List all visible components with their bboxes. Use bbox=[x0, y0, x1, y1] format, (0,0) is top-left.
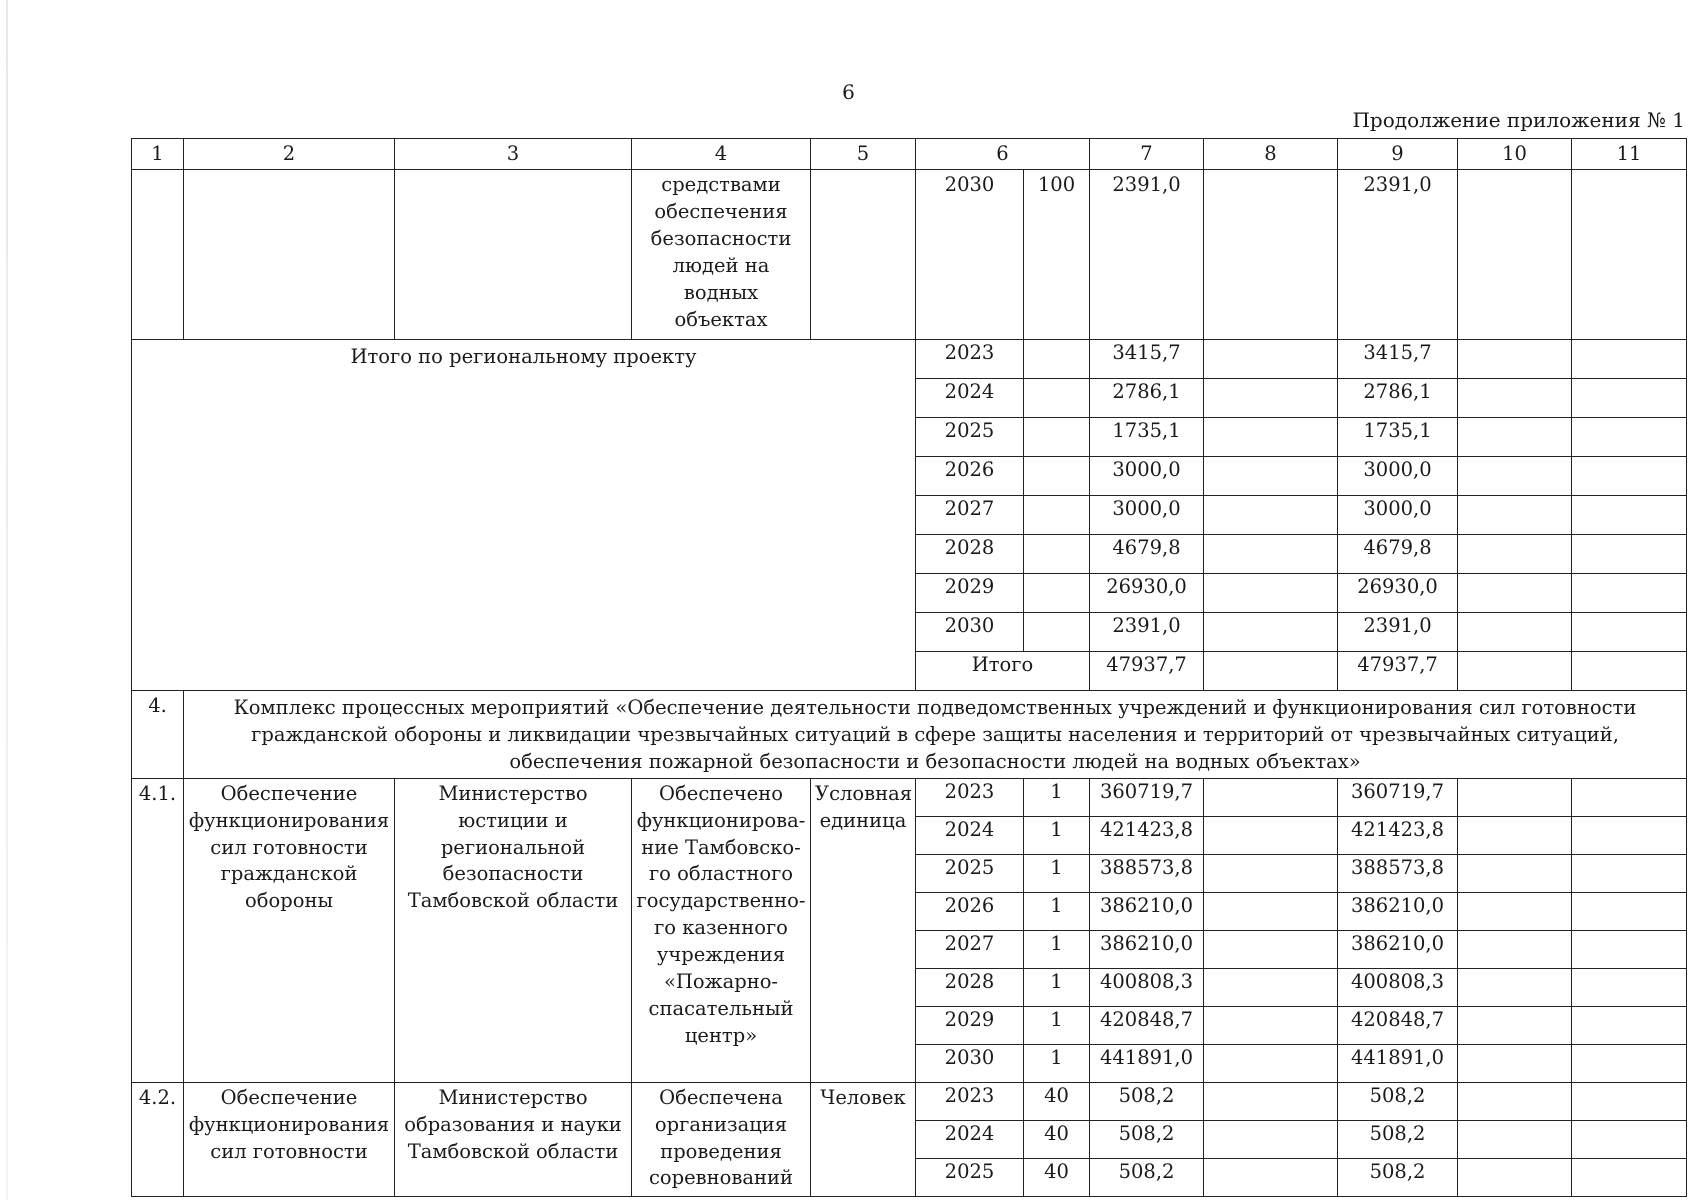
amount-cell: 2391,0 bbox=[1090, 170, 1204, 340]
amount-cell: 2391,0 bbox=[1338, 613, 1458, 652]
amount-cell: 508,2 bbox=[1090, 1158, 1204, 1196]
amount-cell: 388573,8 bbox=[1090, 854, 1204, 892]
amount-cell: 508,2 bbox=[1090, 1082, 1204, 1120]
amount-cell: 3000,0 bbox=[1338, 496, 1458, 535]
count-cell: 40 bbox=[1024, 1082, 1090, 1120]
amount-cell: 421423,8 bbox=[1090, 816, 1204, 854]
unit-of-measure: Человек bbox=[811, 1082, 916, 1196]
header-cell: 5 bbox=[811, 139, 916, 170]
year-cell: 2023 bbox=[916, 340, 1024, 379]
year-cell: 2027 bbox=[916, 930, 1024, 968]
amount-cell: 420848,7 bbox=[1338, 1006, 1458, 1044]
result-description: Обеспечена организация проведения соревнований bbox=[632, 1082, 811, 1196]
year-cell: 2025 bbox=[916, 1158, 1024, 1196]
year-cell: 2023 bbox=[916, 1082, 1024, 1120]
amount-cell: 388573,8 bbox=[1338, 854, 1458, 892]
count-cell: 1 bbox=[1024, 892, 1090, 930]
unit-of-measure: Условная единица bbox=[811, 778, 916, 1082]
amount-cell: 400808,3 bbox=[1338, 968, 1458, 1006]
amount-cell: 400808,3 bbox=[1090, 968, 1204, 1006]
header-cell: 6 bbox=[916, 139, 1090, 170]
year-cell: 2028 bbox=[916, 535, 1024, 574]
amount-cell: 1735,1 bbox=[1338, 418, 1458, 457]
amount-cell: 386210,0 bbox=[1090, 930, 1204, 968]
section-number: 4. bbox=[132, 691, 184, 779]
header-cell: 1 bbox=[132, 139, 184, 170]
amount-cell: 508,2 bbox=[1338, 1120, 1458, 1158]
year-cell: 2028 bbox=[916, 968, 1024, 1006]
year-cell: 2025 bbox=[916, 418, 1024, 457]
year-cell: 2030 bbox=[916, 613, 1024, 652]
table-row bbox=[132, 1082, 1687, 1120]
count-cell: 1 bbox=[1024, 1044, 1090, 1082]
amount-cell: 360719,7 bbox=[1090, 778, 1204, 816]
amount-cell: 441891,0 bbox=[1338, 1044, 1458, 1082]
year-cell: 2030 bbox=[916, 170, 1024, 340]
result-description: средствами обеспечения безопасности людей на водных объектах bbox=[632, 170, 811, 340]
header-cell: 2 bbox=[184, 139, 395, 170]
header-cell: 11 bbox=[1572, 139, 1687, 170]
count-cell: 100 bbox=[1024, 170, 1090, 340]
count-cell: 1 bbox=[1024, 778, 1090, 816]
year-cell: 2030 bbox=[916, 1044, 1024, 1082]
count-cell: 40 bbox=[1024, 1158, 1090, 1196]
header-cell: 7 bbox=[1090, 139, 1204, 170]
table-row bbox=[132, 170, 1687, 340]
year-cell: 2026 bbox=[916, 457, 1024, 496]
continuation-label: Продолжение приложения № 1 bbox=[1352, 108, 1685, 132]
amount-cell: 47937,7 bbox=[1338, 652, 1458, 691]
amount-cell: 508,2 bbox=[1090, 1120, 1204, 1158]
amount-cell: 3000,0 bbox=[1338, 457, 1458, 496]
year-cell: 2025 bbox=[916, 854, 1024, 892]
amount-cell: 3415,7 bbox=[1338, 340, 1458, 379]
regional-total-label: Итого по региональному проекту bbox=[132, 340, 916, 691]
count-cell: 1 bbox=[1024, 816, 1090, 854]
amount-cell: 2786,1 bbox=[1090, 379, 1204, 418]
activity-name: Обеспечение функционирования сил готовности bbox=[184, 1082, 395, 1196]
amount-cell: 420848,7 bbox=[1090, 1006, 1204, 1044]
amount-cell: 1735,1 bbox=[1090, 418, 1204, 457]
result-description: Обеспечено функционирова-ние Тамбовско-го областного государственно-го казенного учреждения «Пожарно-спасательный центр» bbox=[632, 778, 811, 1082]
table-row bbox=[132, 340, 1687, 379]
amount-cell: 360719,7 bbox=[1338, 778, 1458, 816]
amount-cell: 47937,7 bbox=[1090, 652, 1204, 691]
budget-table bbox=[131, 138, 1687, 1197]
year-cell: 2024 bbox=[916, 1120, 1024, 1158]
year-cell: 2029 bbox=[916, 574, 1024, 613]
responsible-executor: Министерство юстиции и региональной безопасности Тамбовской области bbox=[395, 778, 632, 1082]
itogo-label: Итого bbox=[916, 652, 1090, 691]
amount-cell: 2786,1 bbox=[1338, 379, 1458, 418]
amount-cell: 386210,0 bbox=[1338, 892, 1458, 930]
header-cell: 10 bbox=[1458, 139, 1572, 170]
amount-cell: 441891,0 bbox=[1090, 1044, 1204, 1082]
section-title: Комплекс процессных мероприятий «Обеспечение деятельности подведомственных учреждений и функционирования сил готовности гражданской обороны и ликвидации чрезвычайных ситуаций в сфере защиты населения и территорий от чрезвычайных ситуаций, обеспечения пожарной безопасности и безопасности людей на водных объектах» bbox=[184, 691, 1687, 779]
amount-cell: 386210,0 bbox=[1338, 930, 1458, 968]
activity-name: Обеспечение функционирования сил готовности гражданской обороны bbox=[184, 778, 395, 1082]
count-cell: 1 bbox=[1024, 1006, 1090, 1044]
amount-cell: 386210,0 bbox=[1090, 892, 1204, 930]
year-cell: 2026 bbox=[916, 892, 1024, 930]
amount-cell: 508,2 bbox=[1338, 1158, 1458, 1196]
header-cell: 4 bbox=[632, 139, 811, 170]
amount-cell: 421423,8 bbox=[1338, 816, 1458, 854]
year-cell: 2024 bbox=[916, 379, 1024, 418]
count-cell: 1 bbox=[1024, 930, 1090, 968]
table-row bbox=[132, 778, 1687, 816]
item-number: 4.1. bbox=[132, 778, 184, 1082]
item-number: 4.2. bbox=[132, 1082, 184, 1196]
count-cell: 1 bbox=[1024, 854, 1090, 892]
amount-cell: 2391,0 bbox=[1090, 613, 1204, 652]
amount-cell: 4679,8 bbox=[1090, 535, 1204, 574]
amount-cell: 2391,0 bbox=[1338, 170, 1458, 340]
amount-cell: 3000,0 bbox=[1090, 457, 1204, 496]
year-cell: 2029 bbox=[916, 1006, 1024, 1044]
scan-edge bbox=[6, 0, 8, 1200]
amount-cell: 26930,0 bbox=[1338, 574, 1458, 613]
section-row bbox=[132, 691, 1687, 779]
amount-cell: 4679,8 bbox=[1338, 535, 1458, 574]
header-cell: 9 bbox=[1338, 139, 1458, 170]
year-cell: 2023 bbox=[916, 778, 1024, 816]
count-cell: 40 bbox=[1024, 1120, 1090, 1158]
year-cell: 2027 bbox=[916, 496, 1024, 535]
amount-cell: 3415,7 bbox=[1090, 340, 1204, 379]
header-cell: 3 bbox=[395, 139, 632, 170]
page-number: 6 bbox=[842, 80, 855, 104]
count-cell: 1 bbox=[1024, 968, 1090, 1006]
header-cell: 8 bbox=[1204, 139, 1338, 170]
amount-cell: 3000,0 bbox=[1090, 496, 1204, 535]
responsible-executor: Министерство образования и науки Тамбовской области bbox=[395, 1082, 632, 1196]
amount-cell: 26930,0 bbox=[1090, 574, 1204, 613]
year-cell: 2024 bbox=[916, 816, 1024, 854]
amount-cell: 508,2 bbox=[1338, 1082, 1458, 1120]
header-row bbox=[132, 139, 1687, 170]
